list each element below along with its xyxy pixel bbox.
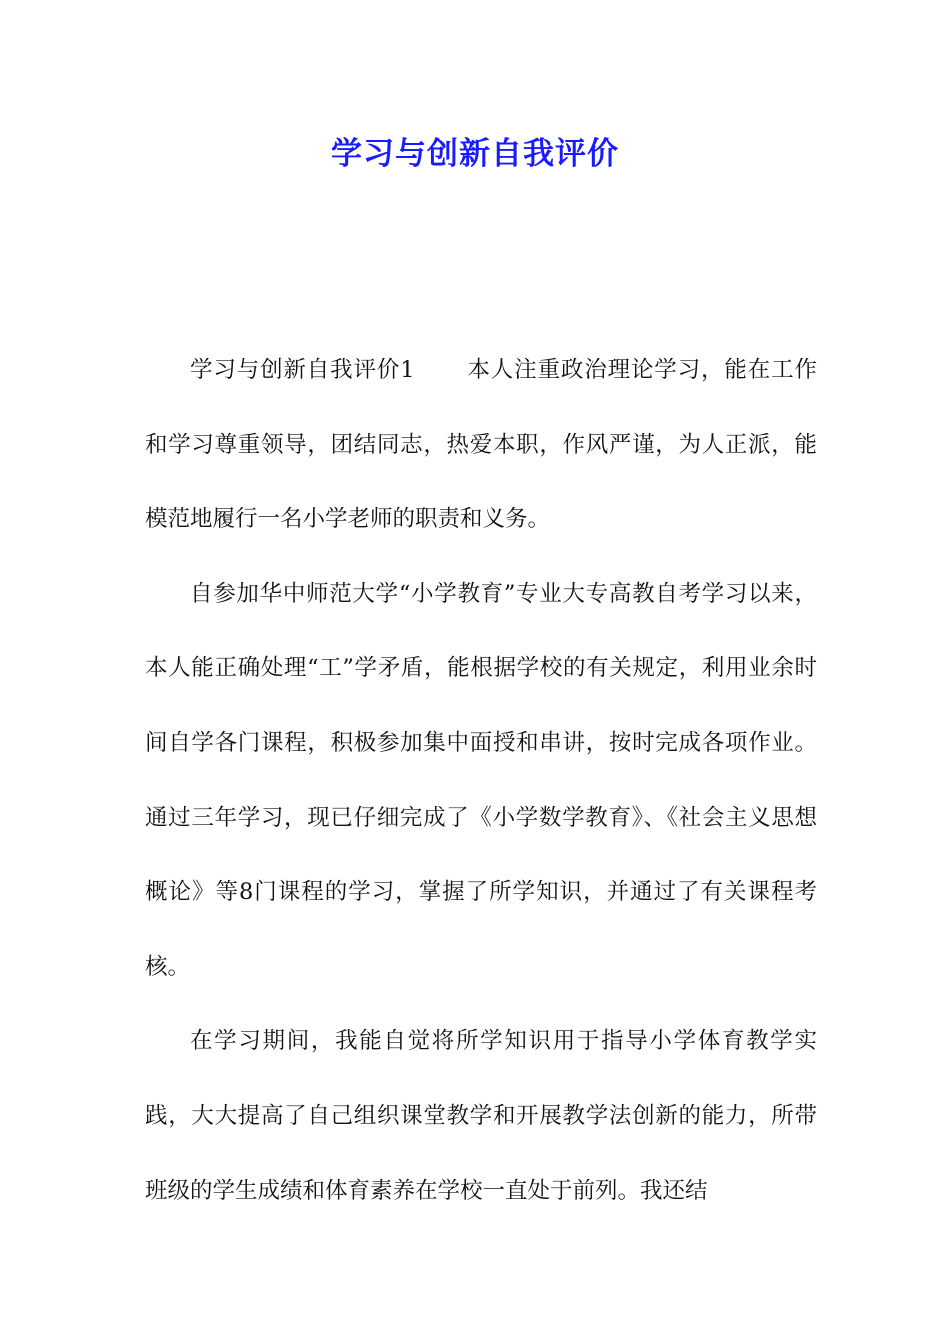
paragraph-practice: 在学习期间，我能自觉将所学知识用于指导小学体育教学实践，大大提高了自己组织课堂教学和开展教学法创新的能力，所带班级的学生成绩和体育素养在学校一直处于前列。我还结 (145, 1028, 817, 1204)
paragraph-study: 自参加华中师范大学“小学教育”专业大专高教自考学习以来，本人能正确处理“工”学矛盾，能根据学校的有关规定，利用业余时间自学各门课程，积极参加集中面授和串讲，按时完成各项作业。通过三年学习，现已仔细完成了《小学数学教育》、《社会主义思想概论》等8门课程的学习，掌握了所学知识，并通过了有关课程考核。 (145, 580, 817, 980)
intro-heading: 学习与创新自我评价1 (190, 357, 415, 383)
intro-text: 本人注重政治理论学习，能在工作和学习尊重领导，团结同志，热爱本职，作风严谨，为人正派，能模范地履行一名小学老师的职责和义务。 (145, 357, 817, 533)
intro-paragraph (145, 333, 817, 557)
document-title: 学习与创新自我评价 (331, 136, 619, 172)
document-body (145, 333, 817, 1228)
